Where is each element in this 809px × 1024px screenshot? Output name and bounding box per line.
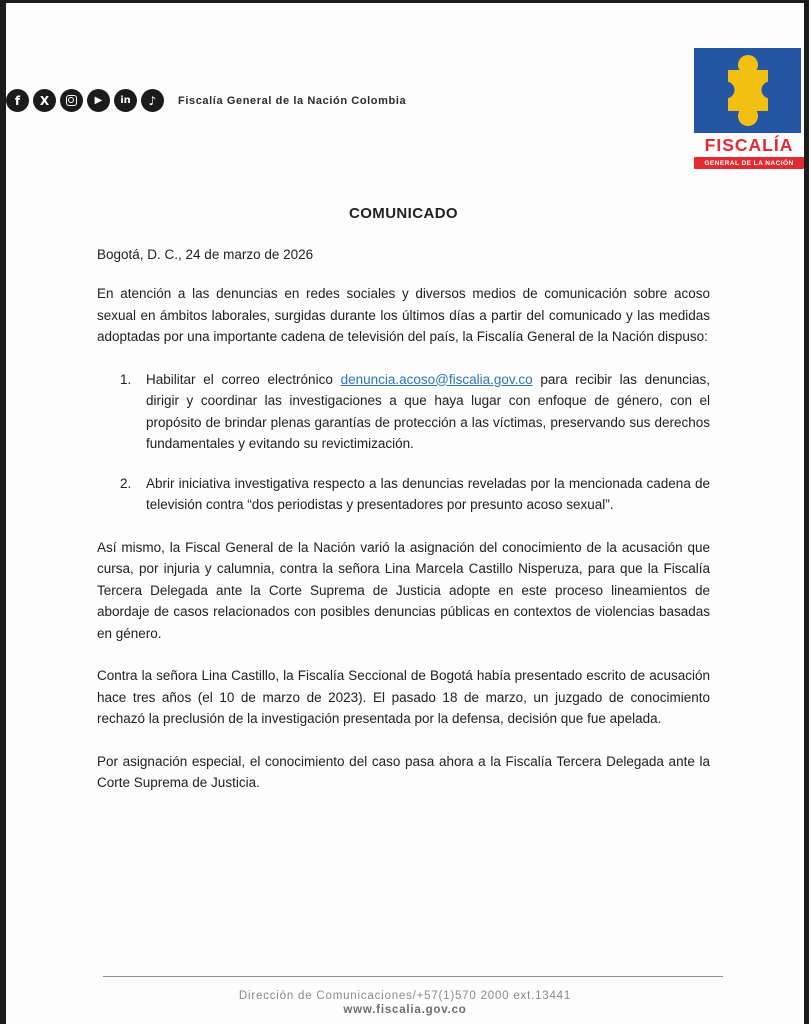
page-title: COMUNICADO [349,205,458,222]
x-twitter-icon: X [33,89,56,112]
footer-divider [103,976,723,977]
email-link[interactable]: denuncia.acoso@fiscalia.gov.co [340,371,533,387]
list-item-text: Abrir iniciativa investigativa respecto a las denuncias reveladas por la mencionada cadena de televisión contra “dos periodistas y presentadores por presunto acoso sexual”. [146,475,710,512]
dateline: Bogotá, D. C., 24 de marzo de 2026 [97,247,314,262]
facebook-icon: f [6,89,29,112]
tiktok-icon: ♪ [141,89,164,112]
list-item [97,369,710,455]
instagram-glyph [66,95,77,106]
logo-subtitle: GENERAL DE LA NACIÓN [694,157,804,169]
linkedin-icon: in [114,89,137,112]
intro-paragraph: En atención a las denuncias en redes sociales y diversos medios de comunicación sobre acoso sexual en ámbitos laborales, surgidas durante los últimos días a partir del comunicado y las medidas adoptadas por una importante cadena de televisión del país, la Fiscalía General de la Nación dispuso: [97,286,710,344]
list-item [97,473,710,516]
social-icons [6,89,164,112]
brand-text: Fiscalía General de la Nación Colombia [178,94,407,107]
body-paragraph: Por asignación especial, el conocimiento del caso pasa ahora a la Fiscalía Tercera Delegada ante la Corte Suprema de Justicia. [97,753,710,790]
document-body [6,205,804,794]
measures-list [97,369,710,516]
page-footer [6,976,804,1016]
fiscalia-logo [694,48,804,169]
list-number: 2. [120,475,132,491]
body-paragraph: Así mismo, la Fiscal General de la Nación varió la asignación del conocimiento de la acusación que cursa, por injuria y calumnia, contra la señora Lina Marcela Castillo Nisperuza, para que la Fiscalía Tercera Delegada ante la Corte Suprema de Justicia adopte en este proceso lineamientos de abordaje de casos relacionados con posibles denuncias públicas en contextos de violencias basadas en género. [97,539,710,641]
youtube-icon: ▶ [87,89,110,112]
puzzle-piece-icon [694,48,801,133]
text-after-link: para recibir las denuncias, dirigir y coordinar las investigaciones a que haya lugar con enfoque de género, con el propósito de brindar plenas garantías de protección a las víctimas, preservando sus derechos fundamentales y evitando su revictimización. [146,371,710,451]
social-row [6,89,406,112]
body-paragraph: Contra la señora Lina Castillo, la Fiscalía Seccional de Bogotá había presentado escrito de acusación hace tres años (el 10 de marzo de 2023). El pasado 18 de marzo, un juzgado de conocimiento rechazó la preclusión de la investigación presentada por la defensa, decisión que fue apelada. [97,668,710,726]
instagram-icon [60,89,83,112]
footer-contact: Dirección de Comunicaciones/+57(1)570 2000 ext.13441 [238,990,572,1002]
list-number: 1. [120,371,132,387]
logo-title: FISCALÍA [704,135,794,155]
text-before-link: Habilitar el correo electrónico [146,371,341,387]
list-item-text [146,369,710,455]
footer-website: www.fiscalia.gov.co [343,1004,467,1016]
letterhead [6,3,804,169]
